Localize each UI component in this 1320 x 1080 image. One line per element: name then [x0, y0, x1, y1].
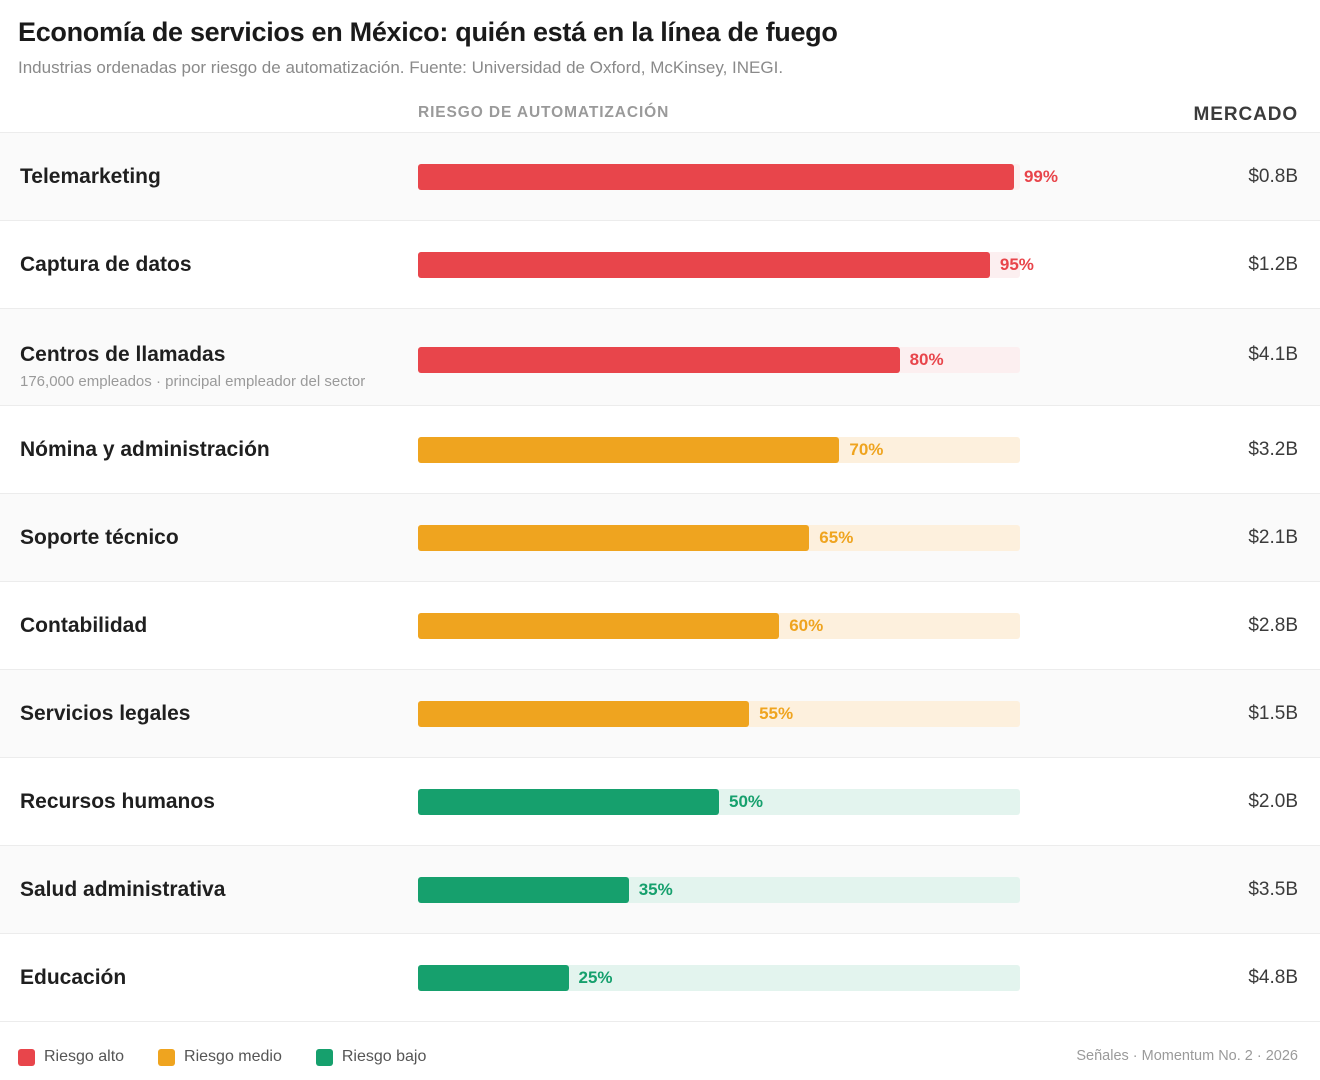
table-row[interactable] — [0, 670, 1320, 758]
bar-container — [418, 613, 1020, 639]
credit-text: Señales · Momentum No. 2 · 2026 — [1076, 1048, 1298, 1064]
legend-item[interactable] — [158, 1048, 282, 1066]
bar-fill — [418, 701, 749, 727]
bar-container — [418, 252, 1034, 278]
bar-container — [418, 965, 1020, 991]
market-value: $3.5B — [1248, 878, 1298, 900]
page-title: Economía de servicios en México: quién está en la línea de fuego — [18, 17, 838, 47]
market-value: $1.2B — [1248, 253, 1298, 275]
row-note: 176,000 empleados · principal empleador del sector — [20, 373, 366, 391]
legend-label: Riesgo bajo — [341, 1048, 427, 1065]
bar-container — [418, 525, 1020, 551]
bar-fill — [418, 347, 900, 373]
market-value: $0.8B — [1248, 165, 1298, 187]
market-value: $3.2B — [1248, 438, 1298, 460]
legend-swatch-icon — [158, 1049, 175, 1066]
column-header-risk: RIESGO DE AUTOMATIZACIÓN — [418, 104, 670, 122]
legend-swatch-icon — [18, 1049, 35, 1066]
bar-fill — [418, 877, 629, 903]
bar-container — [418, 437, 1020, 463]
bar-value-label: 95% — [999, 254, 1034, 274]
bar-fill — [418, 437, 839, 463]
row-label: Centros de llamadas — [20, 343, 226, 367]
chart-header — [0, 18, 1320, 78]
bar-fill — [418, 164, 1014, 190]
market-value: $2.8B — [1248, 614, 1298, 636]
bar-fill — [418, 525, 809, 551]
chart-rows — [0, 132, 1320, 1022]
row-label: Captura de datos — [20, 252, 192, 276]
page-subtitle: Industrias ordenadas por riesgo de automatización. Fuente: Universidad de Oxford, McKinsey, INEGI. — [18, 57, 784, 77]
bar-container — [418, 789, 1020, 815]
bar-value-label: 35% — [638, 879, 673, 899]
row-label: Servicios legales — [20, 701, 191, 725]
bar-value-label: 60% — [789, 615, 824, 635]
table-row[interactable] — [0, 934, 1320, 1022]
bar-container — [418, 164, 1058, 190]
bar-fill — [418, 789, 719, 815]
row-label: Contabilidad — [20, 613, 148, 637]
market-value: $1.5B — [1248, 702, 1298, 724]
table-row[interactable] — [0, 494, 1320, 582]
legend-label: Riesgo medio — [184, 1048, 282, 1065]
chart-legend — [18, 1034, 426, 1066]
bar-value-label: 80% — [909, 350, 944, 370]
row-label: Nómina y administración — [20, 437, 270, 461]
column-headers — [0, 98, 1320, 132]
chart-footer — [0, 1034, 1320, 1080]
bar-value-label: 50% — [729, 791, 764, 811]
bar-value-label: 55% — [759, 703, 794, 723]
bar-container — [418, 701, 1020, 727]
market-value: $2.0B — [1248, 790, 1298, 812]
legend-item[interactable] — [316, 1048, 427, 1066]
bar-container — [418, 877, 1020, 903]
row-label: Soporte técnico — [20, 525, 179, 549]
bar-container — [418, 347, 1020, 373]
bar-value-label: 25% — [578, 967, 613, 987]
bar-value-label: 65% — [819, 527, 854, 547]
table-row[interactable] — [0, 582, 1320, 670]
row-label: Educación — [20, 965, 127, 989]
bar-fill — [418, 965, 569, 991]
table-row[interactable] — [0, 133, 1320, 221]
row-label: Recursos humanos — [20, 789, 215, 813]
table-row[interactable] — [0, 221, 1320, 309]
market-value: $4.1B — [1248, 344, 1298, 366]
table-row[interactable] — [0, 846, 1320, 934]
market-value: $2.1B — [1248, 526, 1298, 548]
row-label: Telemarketing — [20, 164, 161, 188]
bar-value-label: 99% — [1023, 166, 1058, 186]
table-row[interactable] — [0, 406, 1320, 494]
table-row[interactable] — [0, 758, 1320, 846]
row-label: Salud administrativa — [20, 877, 226, 901]
market-value: $4.8B — [1248, 966, 1298, 988]
bar-fill — [418, 252, 990, 278]
column-header-market: MERCADO — [1193, 104, 1298, 126]
legend-item[interactable] — [18, 1048, 124, 1066]
bar-value-label: 70% — [849, 439, 884, 459]
legend-swatch-icon — [316, 1049, 333, 1066]
table-row[interactable] — [0, 309, 1320, 406]
legend-label: Riesgo alto — [44, 1048, 125, 1065]
bar-fill — [418, 613, 779, 639]
